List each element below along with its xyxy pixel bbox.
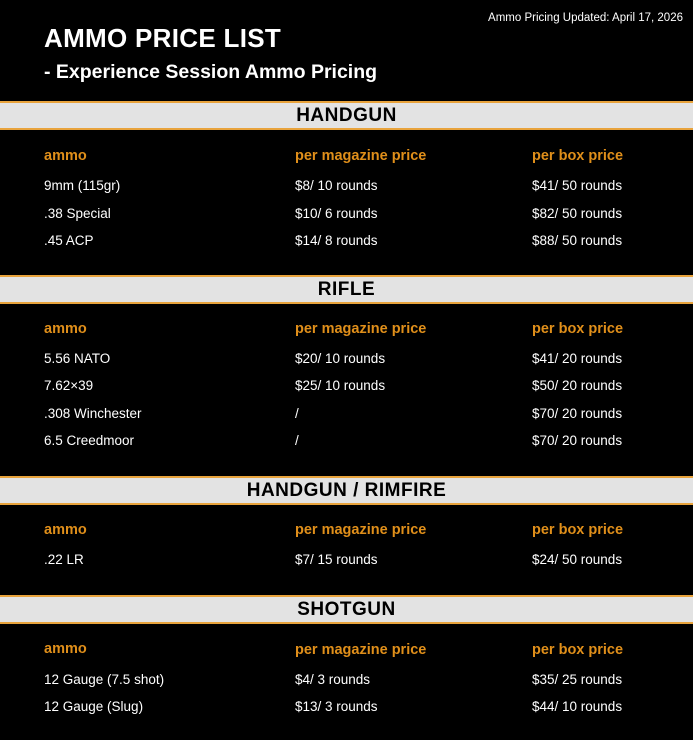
- table-row-magazine: $25/ 10 rounds: [295, 378, 386, 393]
- column-header-ammo: ammo: [44, 522, 87, 538]
- section-rifle: [0, 275, 693, 448]
- table-row-box: $50/ 20 rounds: [532, 378, 623, 393]
- table-row-magazine: $8/ 10 rounds: [295, 178, 378, 193]
- table-row-magazine: $14/ 8 rounds: [295, 233, 378, 248]
- table-row-ammo: .308 Winchester: [44, 406, 142, 421]
- table-row-magazine: $4/ 3 rounds: [295, 672, 371, 687]
- updated-note: Ammo Pricing Updated: April 17, 2026: [488, 12, 683, 24]
- column-header-magazine: per magazine price: [295, 642, 427, 658]
- table-row-magazine: /: [295, 406, 299, 421]
- table-row-magazine: $7/ 15 rounds: [295, 552, 378, 567]
- section-title: HANDGUN / RIMFIRE: [0, 476, 693, 505]
- table-row-magazine: $20/ 10 rounds: [295, 351, 386, 366]
- table-row-box: $35/ 25 rounds: [532, 672, 623, 687]
- table-row-ammo: 5.56 NATO: [44, 351, 111, 366]
- table-row-ammo: 6.5 Creedmoor: [44, 433, 135, 448]
- table-row-magazine: /: [295, 433, 299, 448]
- table-row-box: $41/ 20 rounds: [532, 351, 623, 366]
- section-title: RIFLE: [0, 275, 693, 304]
- table-row-box: $44/ 10 rounds: [532, 699, 623, 714]
- column-header-box: per box price: [532, 642, 624, 658]
- table-row-box: $41/ 50 rounds: [532, 178, 623, 193]
- table-row-ammo: .45 ACP: [44, 233, 94, 248]
- column-header-ammo: ammo: [44, 148, 87, 164]
- table-row-ammo: 9mm (115gr): [44, 178, 121, 193]
- section-title: SHOTGUN: [0, 595, 693, 624]
- section-handgun: [0, 101, 693, 248]
- column-header-ammo: ammo: [44, 321, 87, 337]
- column-header-magazine: per magazine price: [295, 148, 427, 164]
- column-header-box: per box price: [532, 321, 624, 337]
- column-header-box: per box price: [532, 522, 624, 538]
- table-row-box: $24/ 50 rounds: [532, 552, 623, 567]
- section-handgun-rimfire: [0, 476, 693, 567]
- column-header-ammo: ammo: [44, 641, 87, 657]
- table-row-magazine: $13/ 3 rounds: [295, 699, 378, 714]
- table-row-box: $70/ 20 rounds: [532, 433, 623, 448]
- table-row-ammo: 7.62×39: [44, 378, 94, 393]
- page-title: AMMO PRICE LIST: [44, 23, 282, 53]
- section-shotgun: [0, 595, 693, 714]
- column-header-magazine: per magazine price: [295, 321, 427, 337]
- table-row-ammo: .22 LR: [44, 552, 84, 567]
- column-header-magazine: per magazine price: [295, 522, 427, 538]
- table-row-box: $88/ 50 rounds: [532, 233, 623, 248]
- table-row-box: $82/ 50 rounds: [532, 206, 623, 221]
- table-row-ammo: .38 Special: [44, 206, 111, 221]
- table-row-ammo: 12 Gauge (7.5 shot): [44, 672, 165, 687]
- column-header-box: per box price: [532, 148, 624, 164]
- section-title: HANDGUN: [0, 101, 693, 130]
- table-row-ammo: 12 Gauge (Slug): [44, 699, 144, 714]
- table-row-magazine: $10/ 6 rounds: [295, 206, 378, 221]
- table-row-box: $70/ 20 rounds: [532, 406, 623, 421]
- page-subtitle: - Experience Session Ammo Pricing: [44, 61, 378, 83]
